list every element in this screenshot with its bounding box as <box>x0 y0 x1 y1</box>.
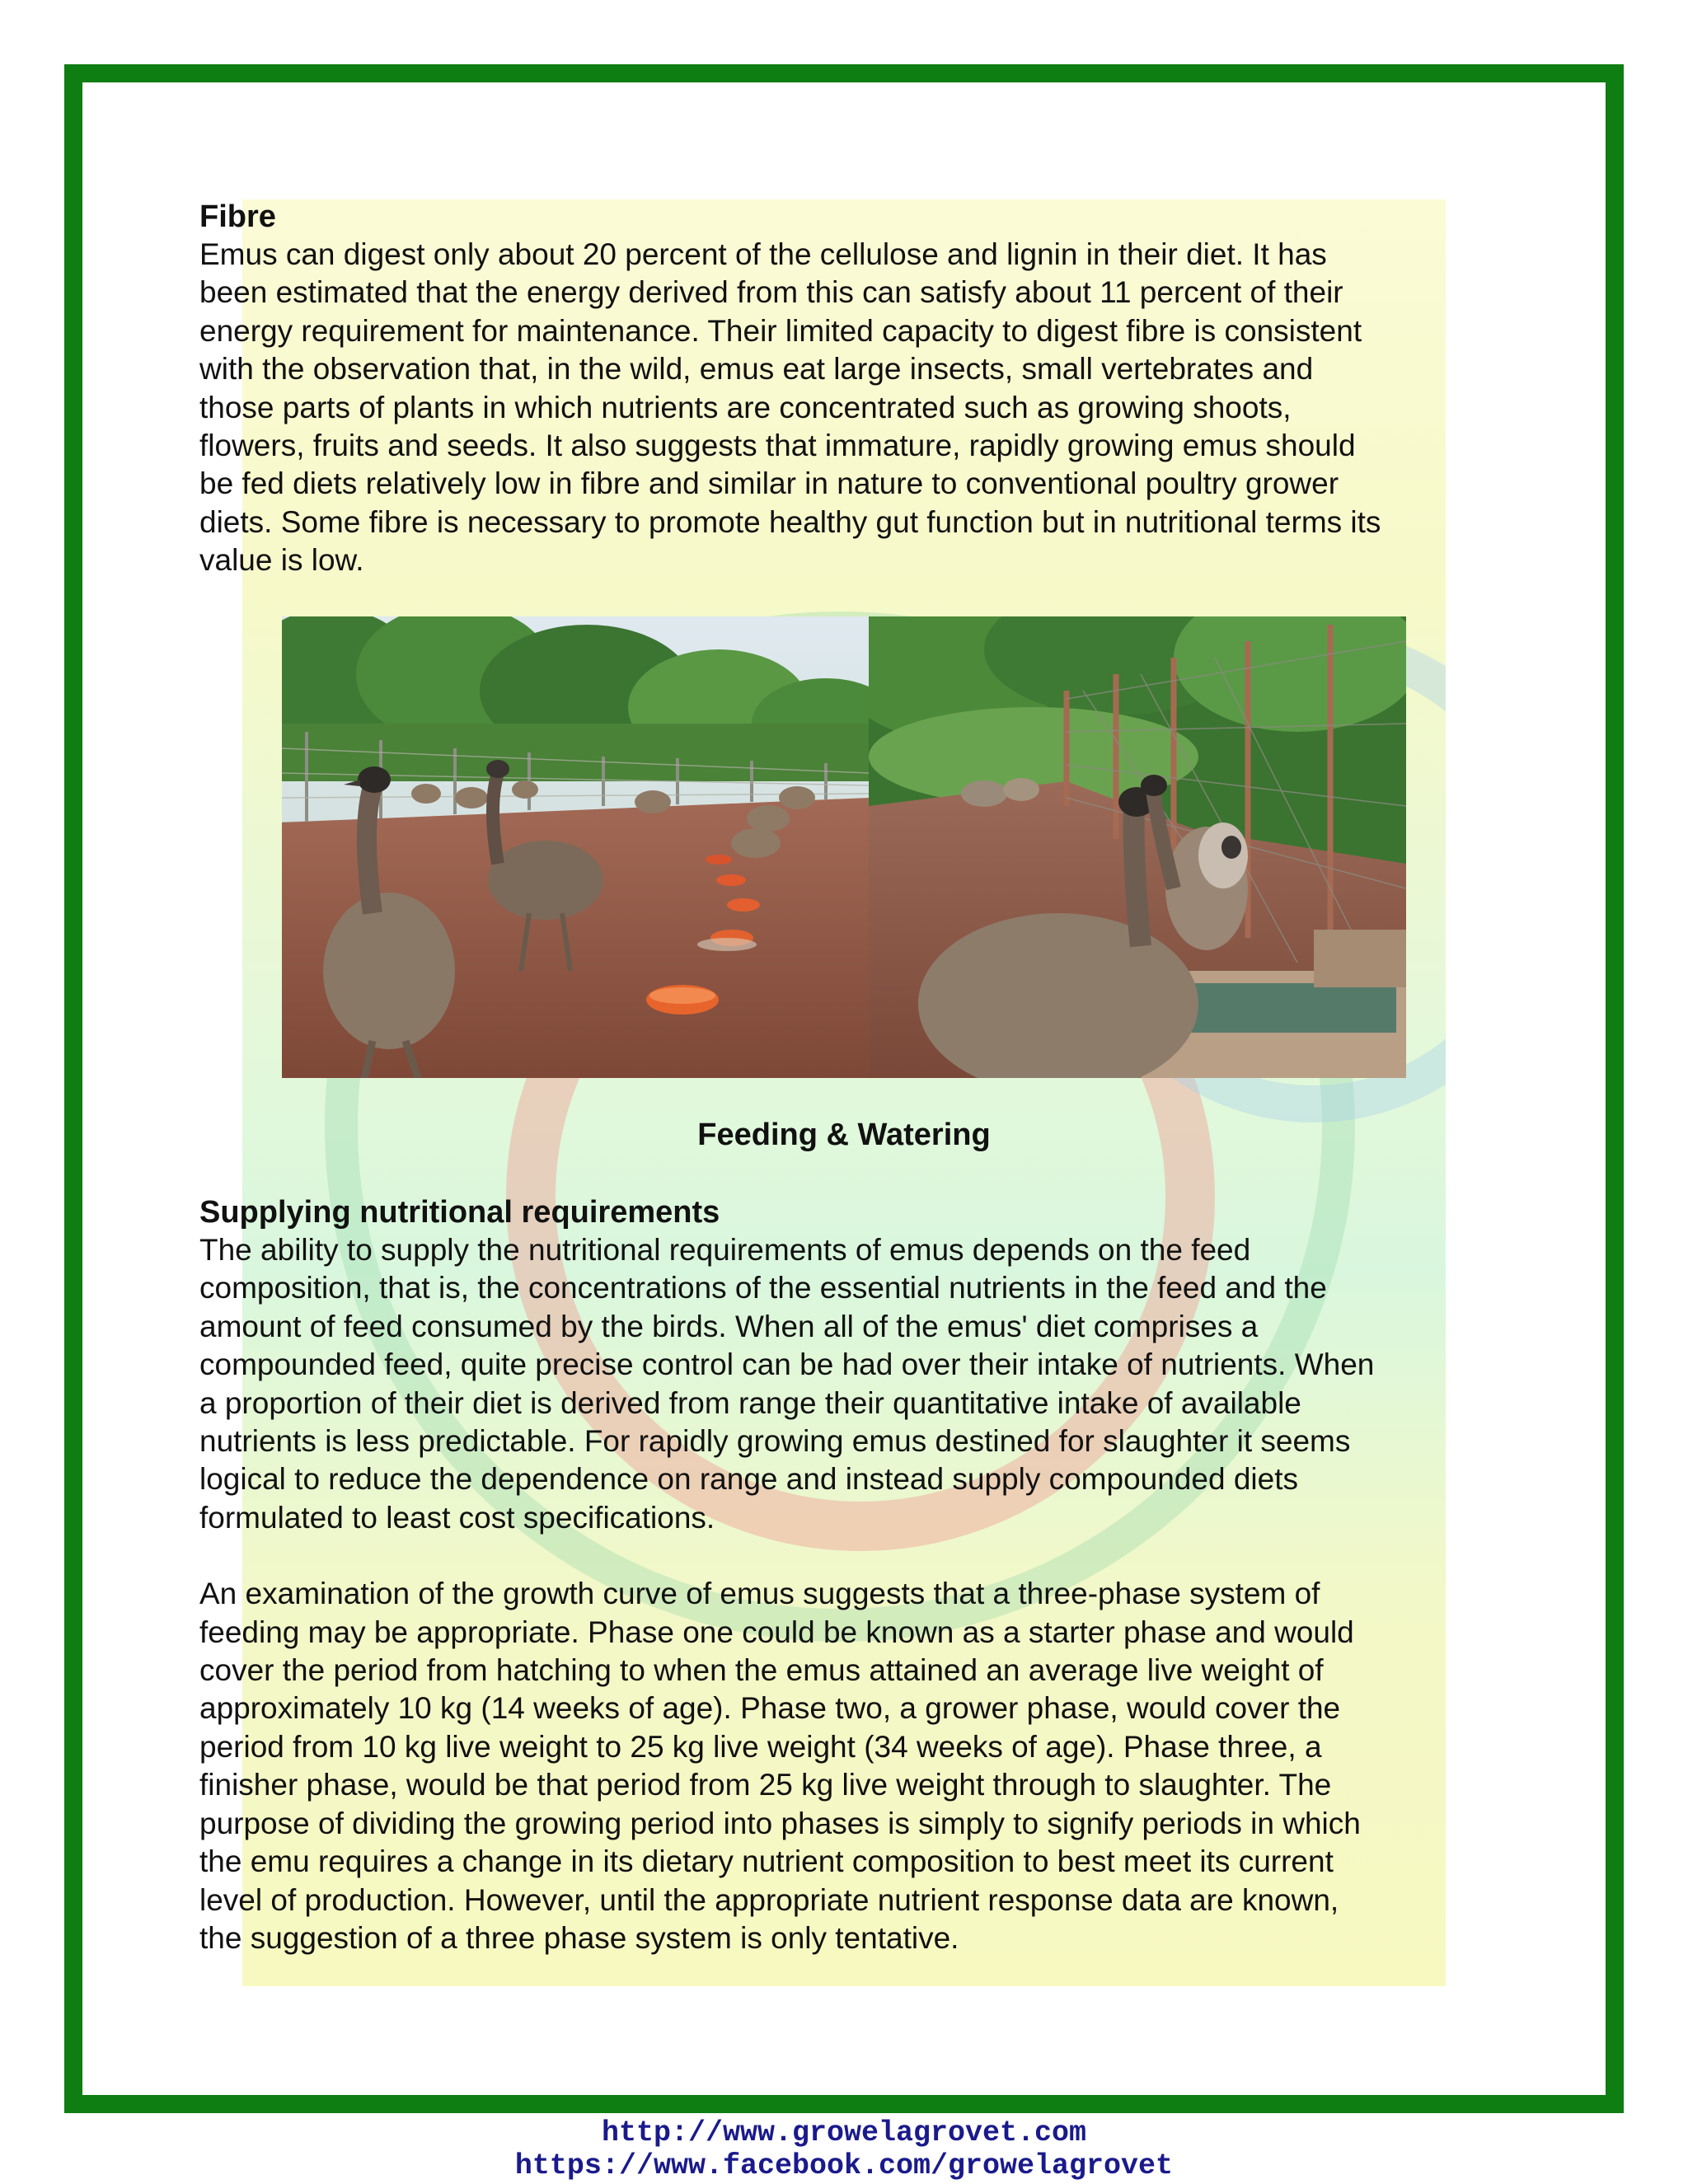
emu-feeding-photo <box>282 616 869 1078</box>
figure-caption: Feeding & Watering <box>697 1118 991 1152</box>
emu-watering-photo <box>869 616 1406 1078</box>
nutrition-paragraph-2: An examination of the growth curve of emus suggests that a three-phase system of feeding may be appropriate. Phase one could be known as a starter phase and would cover the period from hatching to when the emus attained an average live weight of approximately 10 kg (14 weeks of age). Phase two, a grower phase, would cover the period from 10 kg live weight to 25 kg live weight (34 weeks of age). Phase three, a finisher phase, would be that period from 25 kg live weight through to slaughter. The purpose of dividing the growing period into phases is simply to signify periods in which the emu requires a change in its dietary nutrient composition to best meet its current level of production. However, until the appropriate nutrient response data are known, the suggestion of a three phase system is only tentative. <box>199 1577 1361 1955</box>
fibre-section <box>199 198 1493 580</box>
website-link[interactable]: http://www.growelagrovet.com <box>601 2116 1087 2149</box>
emu-feeding-illustration <box>282 616 869 1078</box>
nutrition-paragraph-1: The ability to supply the nutritional requirements of emus depends on the feed composition, that is, the concentrations of the essential nutrients in the feed and the amount of feed consumed by the birds. When all of the emus' diet comprises a compounded feed, quite precise control can be had over their intake of nutrients. When a proportion of their diet is derived from range their quantitative intake of available nutrients is less predictable. For rapidly growing emus destined for slaughter it seems logical to reduce the dependence on range and instead supply compounded diets formulated to least cost specifications. <box>199 1233 1375 1535</box>
nutrition-heading: Supplying nutritional requirements <box>199 1195 720 1230</box>
nutrition-section <box>199 1193 1493 1957</box>
fibre-paragraph: Emus can digest only about 20 percent of the cellulose and lignin in their diet. It has been estimated that the energy derived from this can satisfy about 11 percent of their energy requirement for maintenance. Their limited capacity to digest fibre is consistent with the observation that, in the wild, emus eat large insects, small vertebrates and those parts of plants in which nutrients are concentrated such as growing shoots, flowers, fruits and seeds. It also suggests that immature, rapidly growing emus should be fed diets relatively low in fibre and similar in nature to conventional poultry grower diets. Some fibre is necessary to promote healthy gut function but in nutritional terms its value is low. <box>199 237 1381 578</box>
facebook-link[interactable]: https://www.facebook.com/growelagrovet <box>514 2149 1174 2182</box>
emu-watering-illustration <box>869 616 1406 1078</box>
page-footer <box>0 2116 1688 2182</box>
emu-photos <box>282 616 1406 1078</box>
fibre-heading: Fibre <box>199 199 276 234</box>
